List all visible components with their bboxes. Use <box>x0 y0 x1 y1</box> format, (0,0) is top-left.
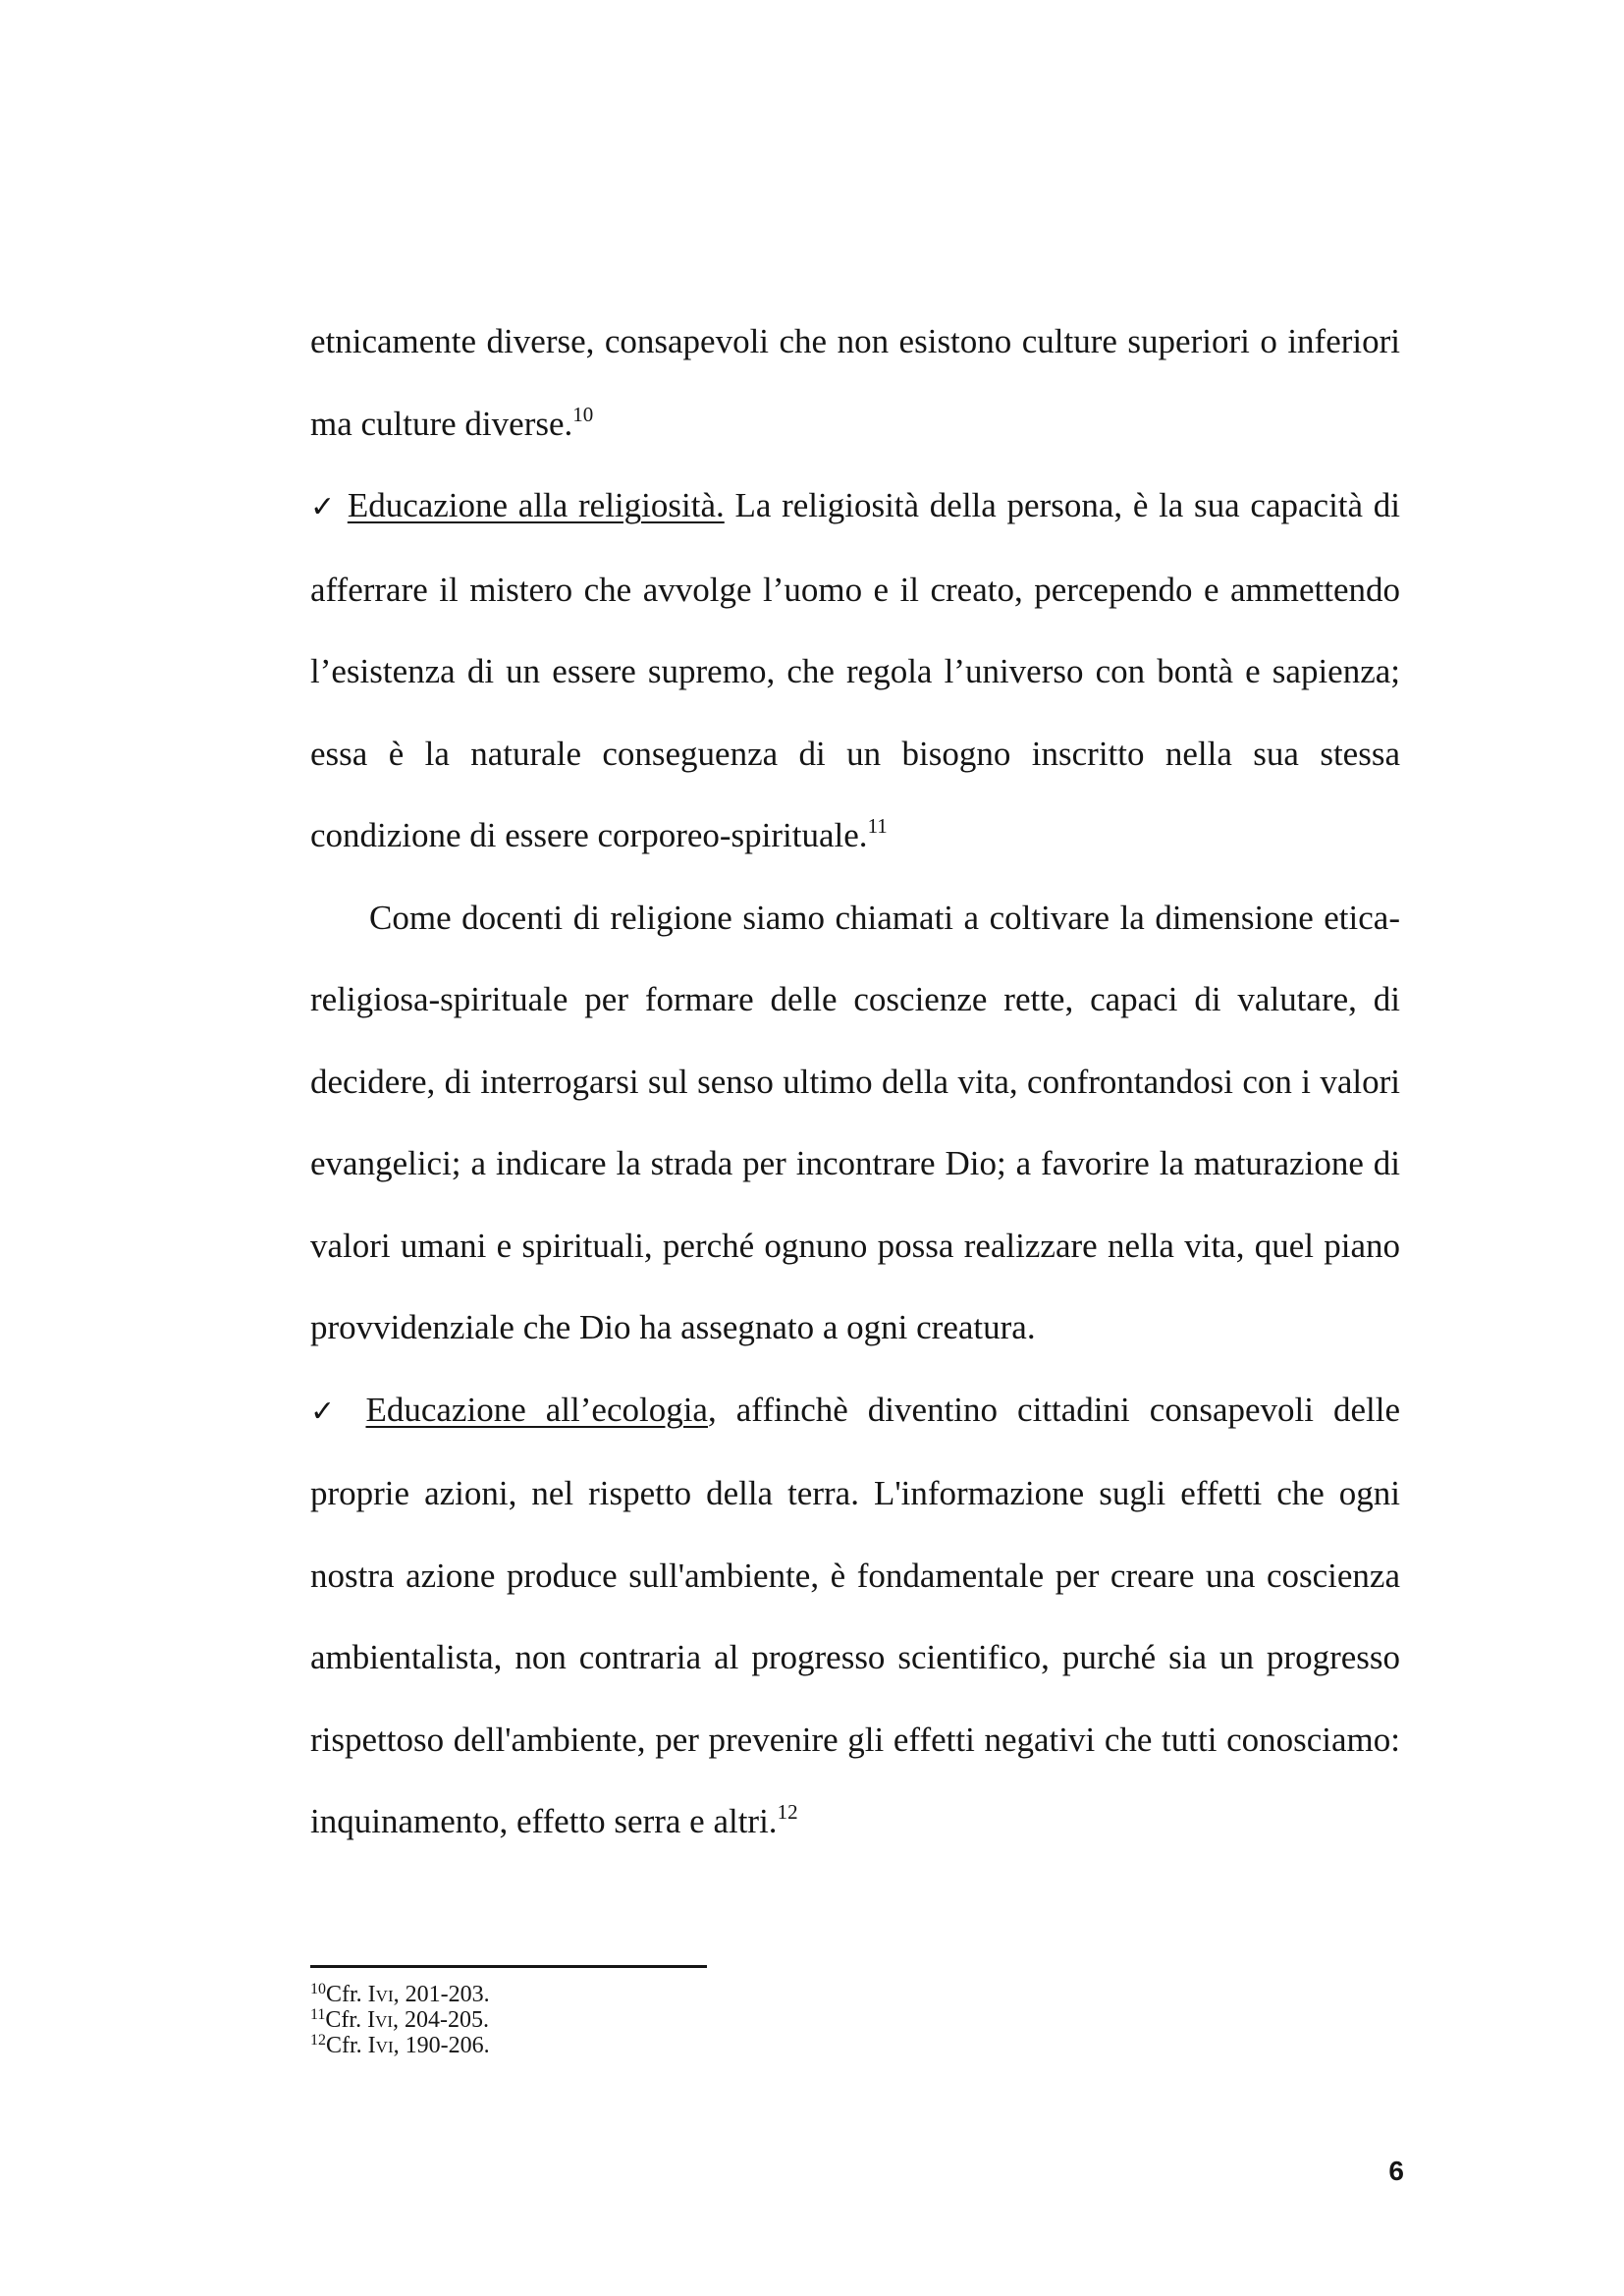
footnote-number: 12 <box>310 2032 326 2049</box>
section-heading-ecology: Educazione all’ecologia <box>365 1390 708 1429</box>
paragraph-text: Come docenti di religione siamo chiamati a coltivare la dimensione etica-religiosa-spirituale per formare delle coscienze rette, capaci di valutare, di decidere, di interrogarsi sul senso ultimo della vita, confrontandosi con i valori evangelici; a indicare la strada per incontrare Dio; a favorire la maturazione di valori umani e spirituali, perché ognuno possa realizzare nella vita, quel piano provvidenziale che Dio ha assegnato a ogni creatura. <box>310 898 1400 1346</box>
footnote-pages: , 201-203. <box>393 1982 490 2007</box>
paragraph-text: La religiosità della persona, è la sua capacità di afferrare il mistero che avvolge l’uomo e il creato, percependo e ammettendo l’esistenza di un essere supremo, che regola l’universo con bontà e sapienza; essa è la naturale conseguenza di un bisogno inscritto nella sua stessa condizione di essere corporeo-spirituale. <box>310 486 1400 854</box>
footnote-number: 10 <box>310 1981 326 1997</box>
paragraph-teachers <box>310 877 1400 1369</box>
footnote-cfr: Cfr. <box>326 2033 362 2058</box>
paragraph-religiosity <box>310 465 1400 877</box>
footnote-ref: 10 <box>572 402 594 426</box>
footnote-ivi: Ivi <box>367 2007 394 2033</box>
footnote-11 <box>310 2007 1096 2033</box>
checkmark-icon: ✓ <box>310 490 338 524</box>
paragraph-intercultural <box>310 301 1400 465</box>
section-heading-religiosity: Educazione alla religiosità. <box>347 486 725 524</box>
footnotes <box>310 1982 1096 2058</box>
paragraph-ecology <box>310 1369 1400 1863</box>
paragraph-text: etnicamente diverse, consapevoli che non esistono culture superiori o inferiori ma culture diverse. <box>310 322 1400 443</box>
footnote-10 <box>310 1982 1096 2007</box>
footnote-ivi: Ivi <box>367 1982 394 2007</box>
footnote-separator <box>310 1965 707 1968</box>
footnote-cfr: Cfr. <box>326 1982 362 2007</box>
page-number: 6 <box>1388 2156 1404 2186</box>
checkmark-icon: ✓ <box>310 1394 347 1429</box>
footnote-12 <box>310 2033 1096 2058</box>
footnote-ref: 12 <box>777 1800 798 1824</box>
body-text <box>310 301 1400 1863</box>
footnote-number: 11 <box>310 2006 326 2023</box>
footnote-cfr: Cfr. <box>325 2007 362 2033</box>
footnote-ref: 11 <box>867 814 888 838</box>
footnote-pages: , 190-206. <box>393 2033 490 2058</box>
footnote-pages: , 204-205. <box>393 2007 490 2033</box>
footnote-ivi: Ivi <box>367 2033 394 2058</box>
paragraph-text: , affinchè diventino cittadini consapevoli delle proprie azioni, nel rispetto della terra. L'informazione sugli effetti che ogni nostra azione produce sull'ambiente, è fondamentale per creare una coscienza ambientalista, non contraria al progresso scientifico, purché sia un progresso rispettoso dell'ambiente, per prevenire gli effetti negativi che tutti conosciamo: inquinamento, effetto serra e altri. <box>310 1390 1401 1840</box>
